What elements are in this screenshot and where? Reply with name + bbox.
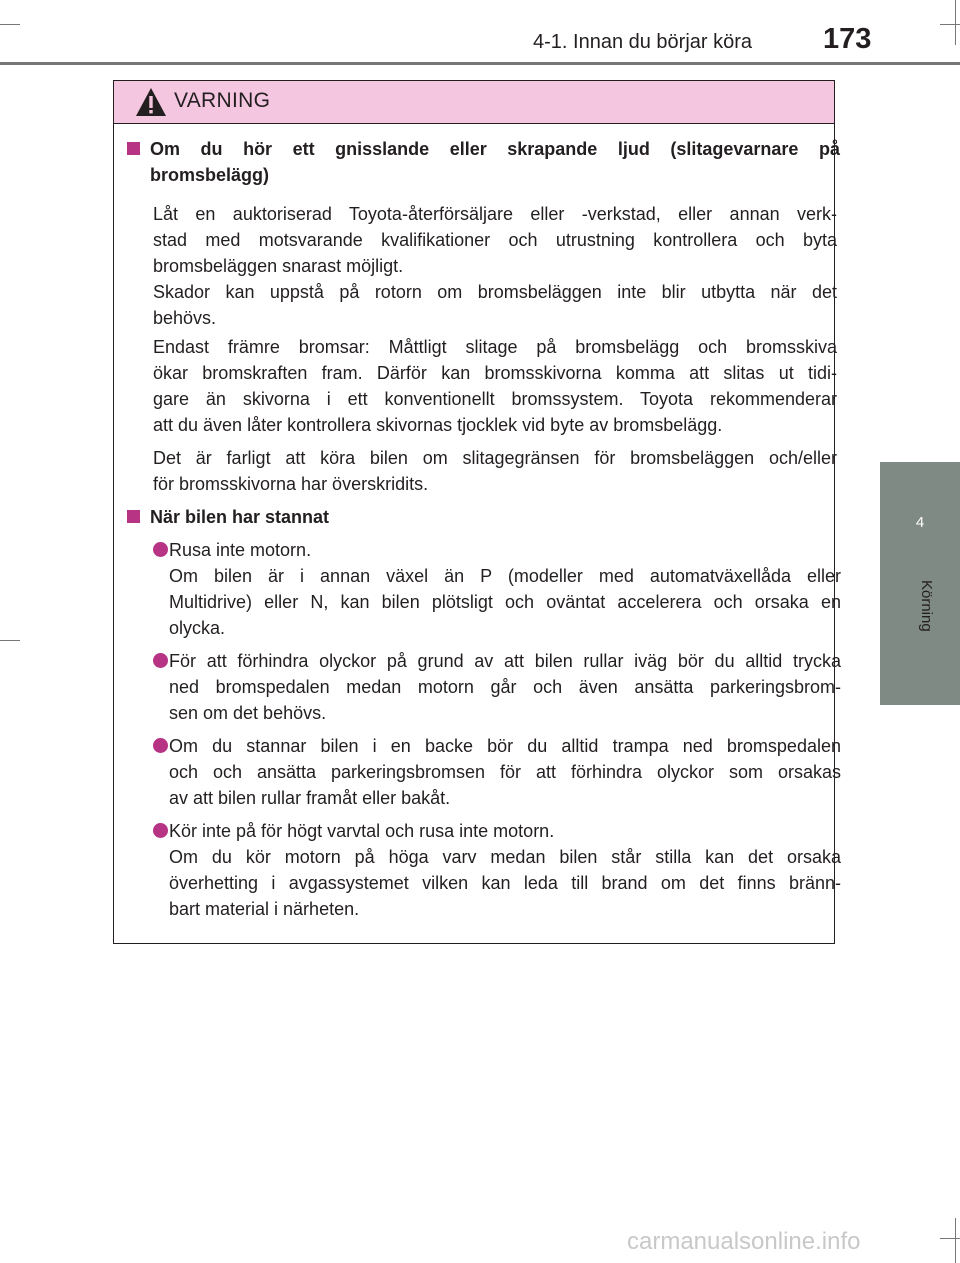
chapter-number: 4 — [915, 514, 925, 531]
crop-mark — [940, 1238, 960, 1239]
warning-box: VARNING Om du hör ett gnisslande eller skrapande ljud (slitagevarnare på bromsbelägg) Låt en auktoriserad Toyota-återförsäljare eller -verkstad, eller annan verk- stad med motsvarande kvalifikationer och utrustning kontrollera och byta bromsbeläggen snarast möjligt. Skador kan uppstå på rotorn om bromsbeläggen inte blir utbytta när det behövs. Endast främre bromsar: Måttligt slitage på bromsbelägg och bromsskiva ökar bromskraften fram. Därför kan bromsskivorna komma att slitas ut tidi- gare än skivorna i ett konventionellt bromssystem. Toyota rekommenderar att du även låter kontrollera skivornas tjocklek vid byte av bromsbelägg. Det är farligt att köra bilen om slitagegränsen för bromsbeläggen och/eller för bromsskivorna har överskridits. När bilen har stannat Rusa inte motorn. Om bilen är i annan växel än P (modeller med automatväxellåda eller Multidrive) eller N, kan bilen plötsligt och oväntat accelerera och orsaka en olycka. För att förhindra olyckor på grund av att bilen rullar iväg bör du alltid trycka ned bromspedalen medan motorn går och även ansätta parkeringsbrom- sen om det behövs. Om du stannar bilen i en backe bör du alltid trampa ned bromspedalen och och ansätta parkeringsbromsen för att förhindra olyckor som orsakas av att bilen rullar framåt eller bakåt. Kör inte på för högt varvtal och rusa inte motorn. Om du kör motorn på höga varv medan bilen står stilla kan det orsaka överhetting i avgassystemet vilken kan leda till brand om det finns bränn- bart material i närheten. — [113, 80, 835, 944]
bullet-dot-icon — [153, 738, 168, 753]
bullet-dot-icon — [153, 653, 168, 668]
bullet-dot-icon — [153, 542, 168, 557]
paragraph: Låt en auktoriserad Toyota-återförsäljare eller -verkstad, eller annan verk- stad med motsvarande kvalifikationer och utrustning kontrollera och byta bromsbeläggen snarast möjligt. Skador kan uppstå på rotorn om bromsbeläggen inte blir utbytta när det behövs. — [153, 204, 837, 328]
section-title: 4-1. Innan du börjar köra — [533, 31, 753, 53]
warning-title: VARNING — [174, 89, 271, 112]
warning-header — [114, 81, 834, 124]
crop-mark — [0, 24, 20, 25]
crop-mark — [955, 0, 956, 45]
crop-mark — [955, 1218, 956, 1263]
header-rule — [0, 62, 960, 65]
bullet-dot-icon — [153, 823, 168, 838]
chapter-label: Körning — [918, 580, 935, 632]
section-heading: När bilen har stannat — [150, 507, 330, 527]
page-number: 173 — [823, 23, 872, 55]
section-heading: Om du hör ett gnisslande eller skrapande ljud (slitagevarnare på bromsbelägg) — [150, 139, 840, 185]
paragraph: Endast främre bromsar: Måttligt slitage på bromsbelägg och bromsskiva ökar bromskraften fram. Därför kan bromsskivorna komma att slitas ut tidi- gare än skivorna i ett konventionellt bromssystem. Toyota rekommenderar att du även låter kontrollera skivornas tjocklek vid byte av bromsbelägg. — [153, 337, 837, 435]
chapter-tab[interactable] — [880, 462, 960, 705]
watermark: carmanualsonline.info — [627, 1228, 861, 1255]
paragraph: Det är farligt att köra bilen om slitagegränsen för bromsbeläggen och/eller för bromsskivorna har överskridits. — [153, 448, 837, 494]
section-square-icon — [127, 510, 140, 523]
crop-mark — [940, 24, 960, 25]
section-square-icon — [127, 142, 140, 155]
crop-mark — [0, 640, 20, 641]
warning-triangle-icon — [134, 86, 168, 118]
